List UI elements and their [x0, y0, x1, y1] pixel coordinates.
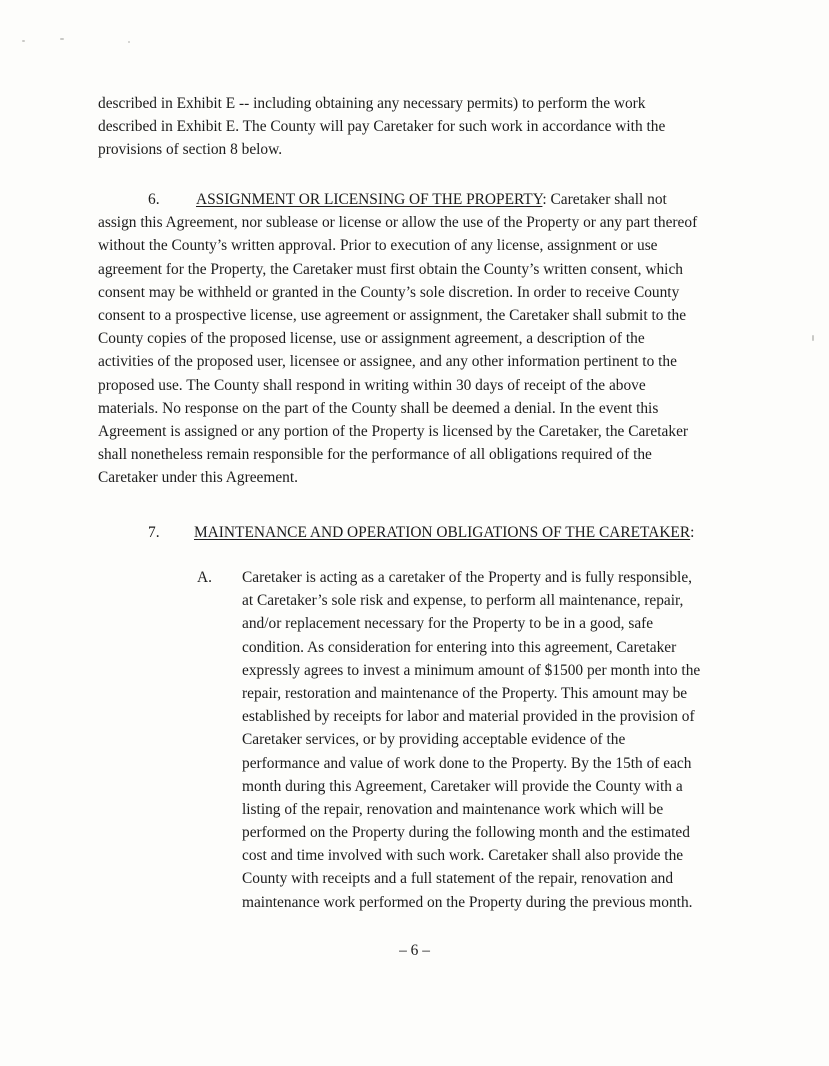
text-line: activities of the proposed user, licensee or assignee, and any other information pertinent to the	[98, 353, 677, 371]
text-line: maintenance work performed on the Property during the previous month.	[242, 893, 693, 911]
text-line: without the County’s written approval. Prior to execution of any license, assignment or use	[98, 237, 658, 255]
text-line: consent may be withheld or granted in the County’s sole discretion. In order to receive County	[98, 283, 680, 301]
page-number: – 6 –	[399, 942, 430, 959]
intro-paragraph	[98, 92, 665, 162]
text-line: condition. As consideration for entering into this agreement, Caretaker	[242, 638, 677, 656]
section-heading: ASSIGNMENT OR LICENSING OF THE PROPERTY	[196, 191, 543, 208]
text-line: Caretaker is acting as a caretaker of the Property and is fully responsible,	[242, 569, 693, 586]
text-line: repair, restoration and maintenance of the Property. This amount may be	[242, 684, 688, 702]
text-line: County with receipts and a full statement of the repair, renovation and	[242, 870, 674, 888]
text-line: County copies of the proposed license, use or assignment agreement, a description of the	[98, 330, 645, 348]
text-line: listing of the repair, renovation and maintenance work which will be	[242, 800, 664, 818]
text-line: described in Exhibit E -- including obtaining any necessary permits) to perform the work	[98, 95, 646, 112]
section-number: 6.	[148, 191, 160, 208]
text-line: proposed use. The County shall respond in writing within 30 days of receipt of the above	[98, 376, 646, 394]
scan-speck	[22, 40, 25, 42]
text-line: established by receipts for labor and material provided in the provision of	[242, 708, 695, 726]
section-6-heading-line	[98, 188, 697, 211]
text-line: described in Exhibit E. The County will pay Caretaker for such work in accordance with the	[98, 118, 666, 136]
section-6	[98, 188, 697, 489]
subsection-letter: A.	[197, 569, 212, 586]
text-line: consent to a prospective license, use agreement or assignment, the Caretaker shall submit to the	[98, 306, 687, 324]
text-line: and/or replacement necessary for the Property to be in a good, safe	[242, 615, 654, 633]
section-7-heading-line	[148, 521, 694, 544]
text-line: assign this Agreement, nor sublease or license or allow the use of the Property or any part thereof	[98, 214, 698, 232]
text-line: Agreement is assigned or any portion of the Property is licensed by the Caretaker, the Caretaker	[98, 422, 689, 440]
text-line: month during this Agreement, Caretaker will provide the County with a	[242, 777, 683, 795]
text-line: provisions of section 8 below.	[98, 141, 283, 159]
section-heading-suffix: : Caretaker shall not	[542, 191, 667, 208]
text-line: cost and time involved with such work. Caretaker shall also provide the	[242, 847, 684, 865]
text-line: performed on the Property during the following month and the estimated	[242, 824, 690, 842]
text-line: Caretaker services, or by providing acceptable evidence of the	[242, 731, 626, 749]
text-line: at Caretaker’s sole risk and expense, to perform all maintenance, repair,	[242, 592, 684, 610]
section-number: 7.	[148, 524, 160, 541]
scan-speck	[128, 41, 130, 43]
text-line: performance and value of work done to the Property. By the 15th of each	[242, 754, 692, 772]
section-heading: MAINTENANCE AND OPERATION OBLIGATIONS OF THE CARETAKER	[194, 524, 691, 541]
scan-speck	[60, 38, 64, 40]
text-line: expressly agrees to invest a minimum amount of $1500 per month into the	[242, 661, 701, 679]
text-line: agreement for the Property, the Caretaker must first obtain the County’s written consent, which	[98, 260, 683, 278]
text-line: Caretaker under this Agreement.	[98, 469, 299, 487]
subsection-a-body	[242, 566, 700, 914]
text-line: shall nonetheless remain responsible for the performance of all obligations required of the	[98, 446, 652, 464]
section-heading-suffix: :	[690, 524, 695, 541]
text-line: materials. No response on the part of the County shall be deemed a denial. In the event this	[98, 399, 659, 417]
scan-speck	[812, 335, 814, 341]
